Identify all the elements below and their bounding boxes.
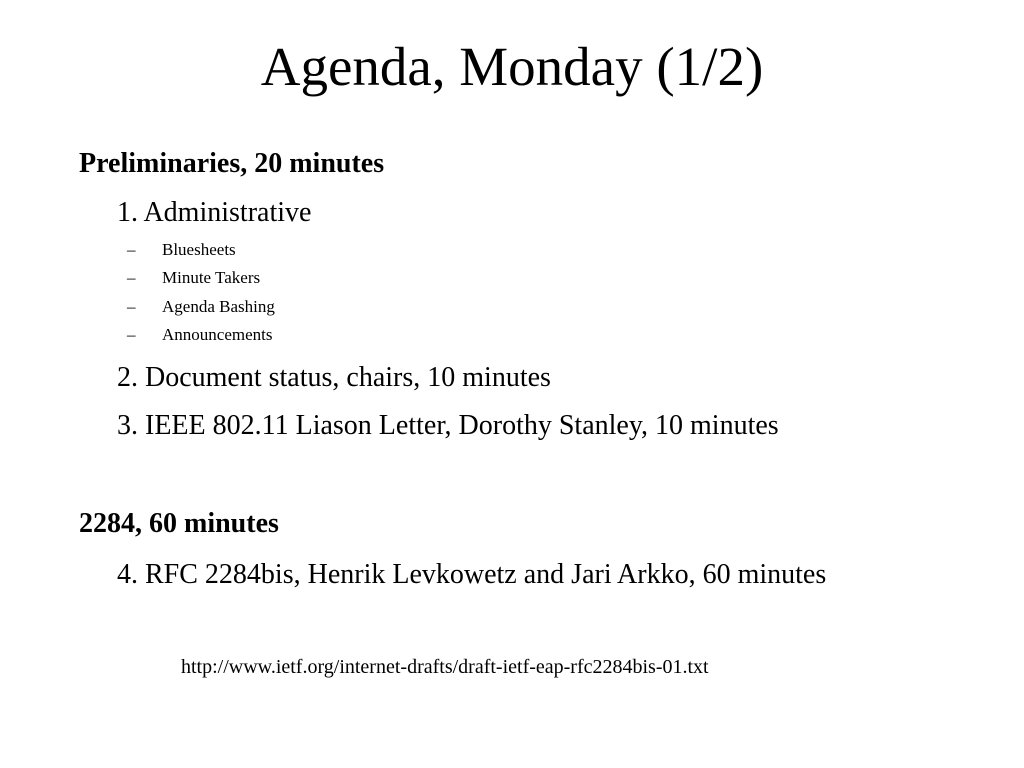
- sub-item-bluesheets: [127, 240, 236, 260]
- draft-url-link[interactable]: http://www.ietf.org/internet-drafts/draft-ietf-eap-rfc2284bis-01.txt: [181, 656, 709, 678]
- dash-bullet: –: [127, 297, 136, 316]
- agenda-item-ieee-liason-letter: 3. IEEE 802.11 Liason Letter, Dorothy Stanley, 10 minutes: [117, 410, 779, 441]
- sub-item-label: Minute Takers: [162, 268, 261, 287]
- slide-title: Agenda, Monday (1/2): [260, 36, 764, 97]
- section-heading-preliminaries: Preliminaries, 20 minutes: [79, 148, 385, 179]
- agenda-item-administrative: 1. Administrative: [117, 197, 312, 228]
- sub-item-label: Agenda Bashing: [162, 297, 275, 316]
- section-heading-2284: 2284, 60 minutes: [79, 508, 279, 539]
- dash-bullet: –: [127, 240, 136, 259]
- sub-item-label: Bluesheets: [162, 240, 236, 259]
- agenda-item-document-status: 2. Document status, chairs, 10 minutes: [117, 362, 551, 393]
- dash-bullet: –: [127, 325, 136, 344]
- sub-item-label: Announcements: [162, 325, 273, 344]
- sub-item-announcements: [127, 325, 272, 345]
- agenda-item-rfc2284bis: 4. RFC 2284bis, Henrik Levkowetz and Jari Arkko, 60 minutes: [117, 559, 827, 590]
- dash-bullet: –: [127, 268, 136, 287]
- sub-item-agenda-bashing: [127, 297, 275, 317]
- sub-item-minute-takers: [127, 268, 260, 288]
